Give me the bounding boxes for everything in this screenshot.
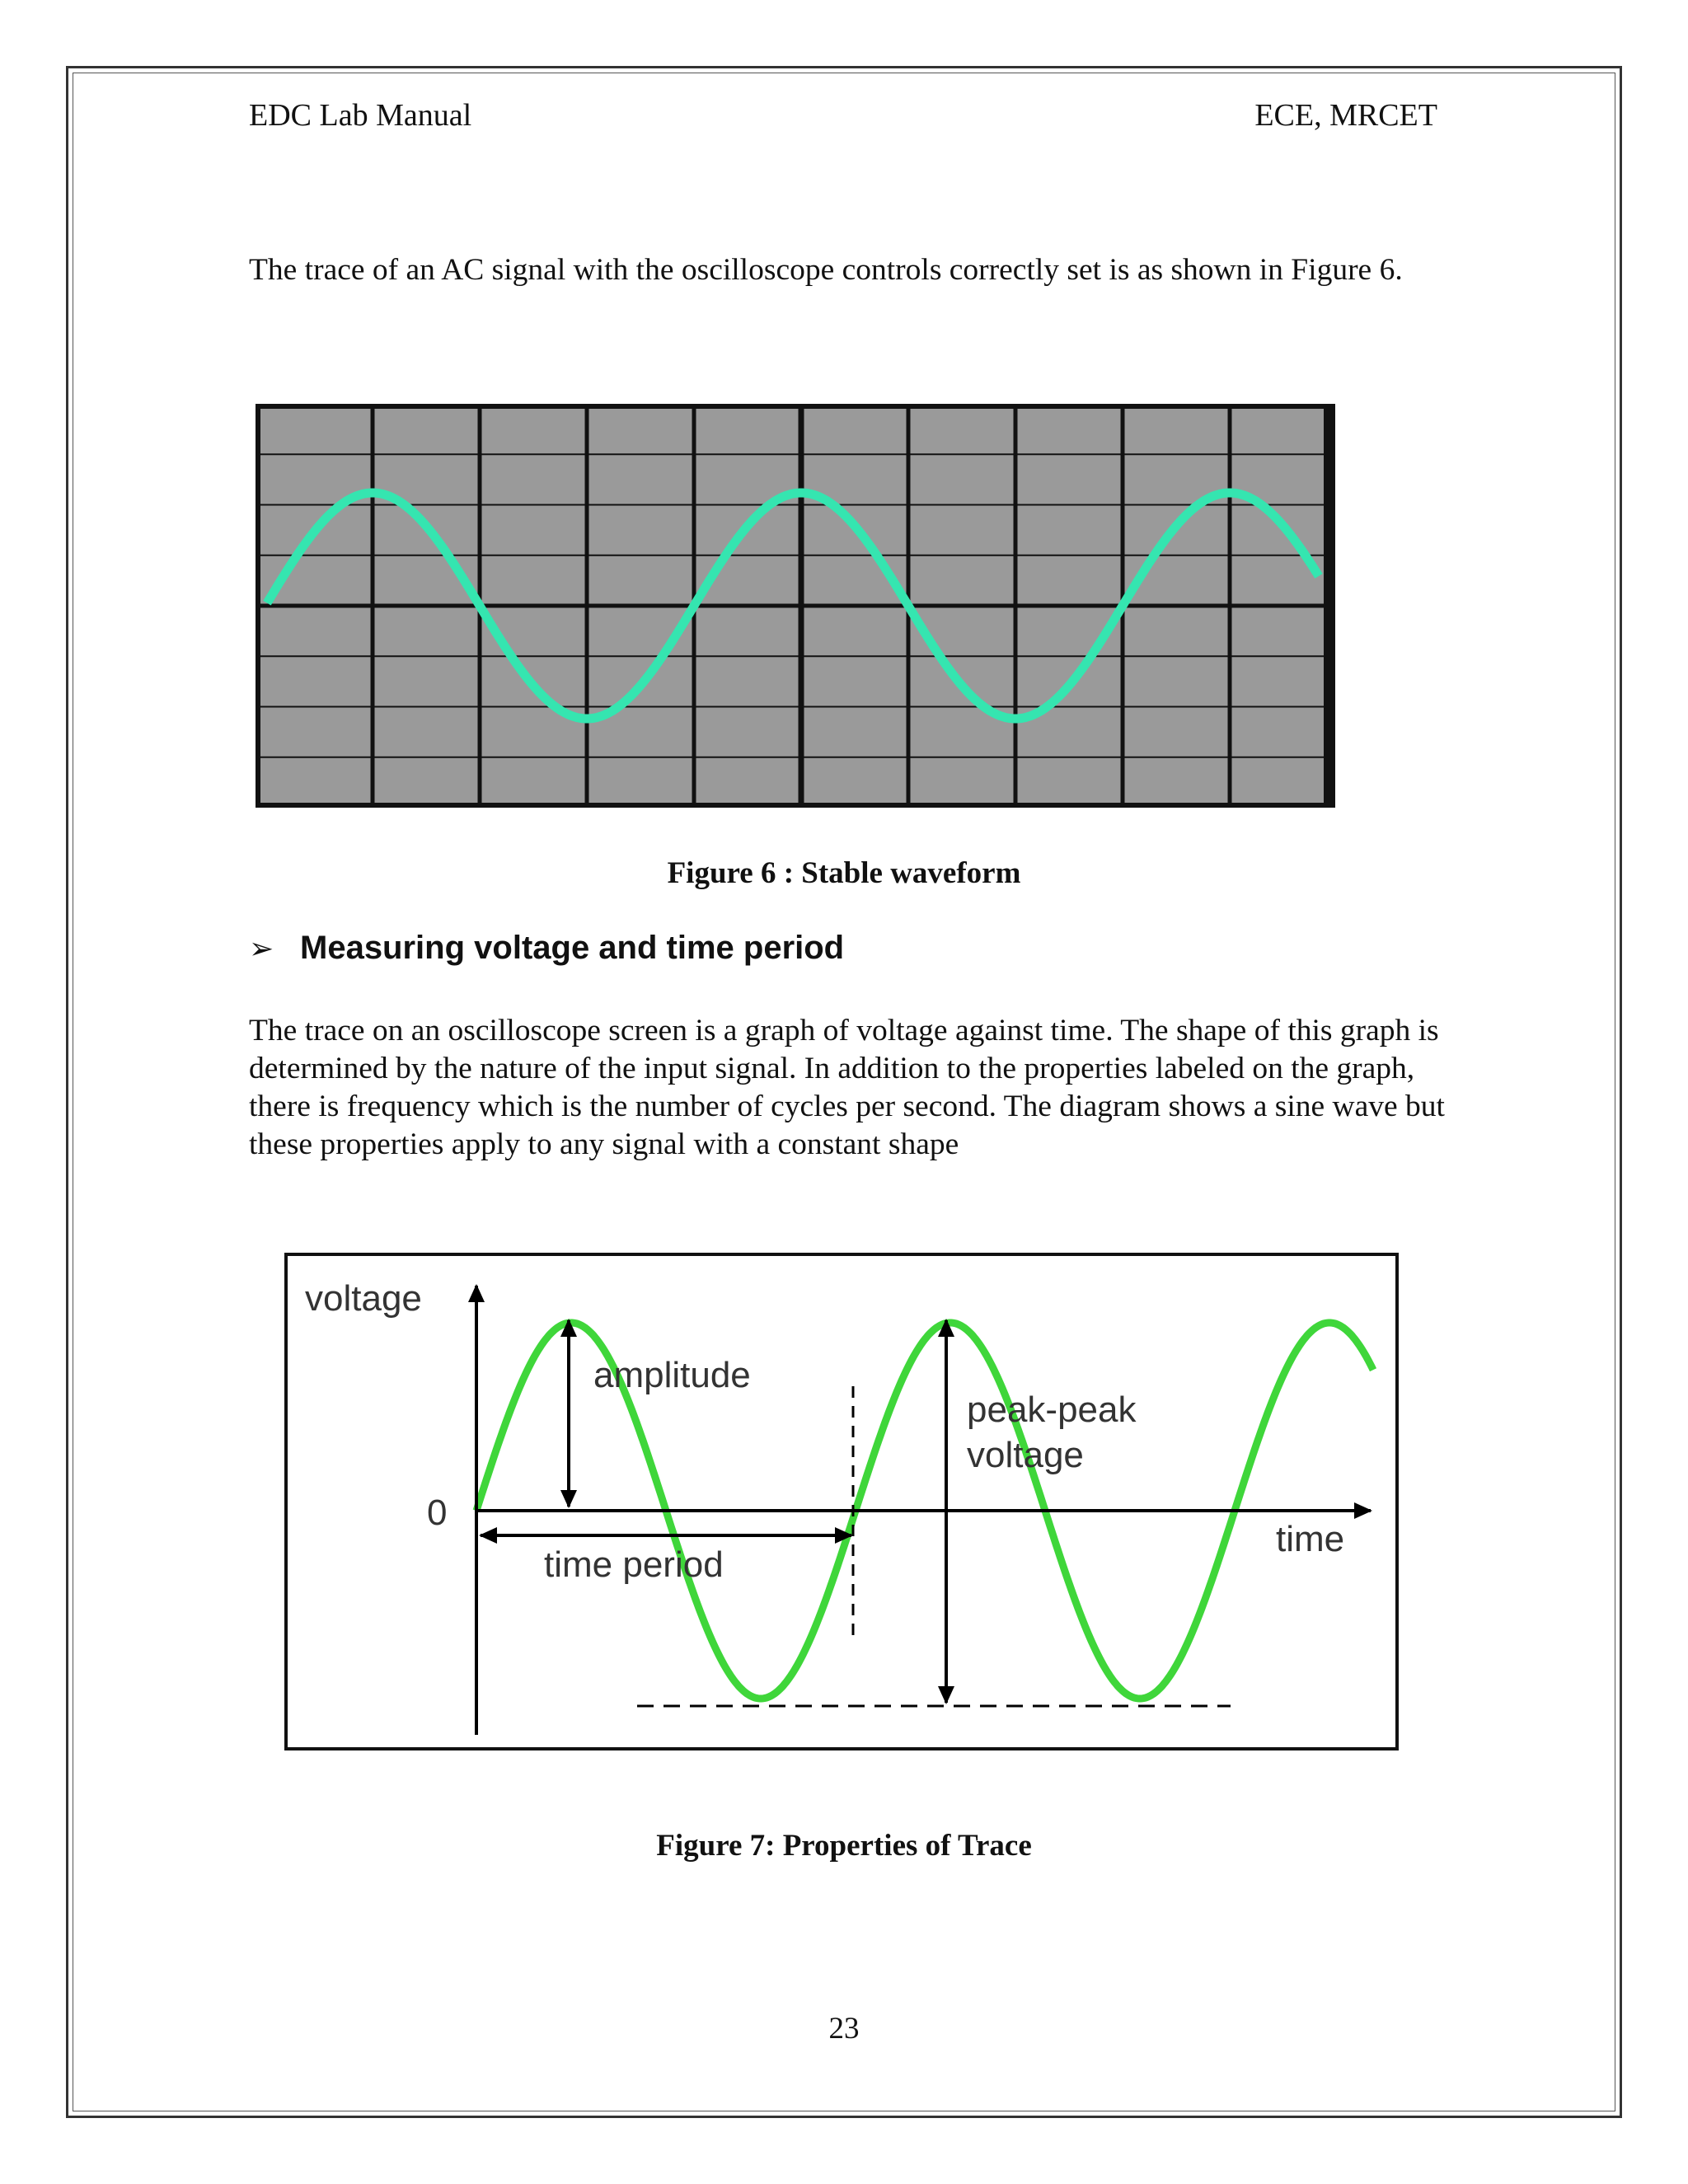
- time-period-label: time period: [544, 1544, 724, 1585]
- arrow-bullet-icon: ➢: [249, 931, 274, 965]
- figure7-trace-properties: [284, 1253, 1399, 1751]
- section-heading: [249, 930, 844, 967]
- figure7-caption: Figure 7: Properties of Trace: [656, 1829, 1032, 1863]
- figure7-border: [286, 1254, 1397, 1749]
- page-number: 23: [828, 2012, 860, 2046]
- amplitude-label: amplitude: [593, 1355, 751, 1395]
- figure6-oscilloscope-screen: [256, 404, 1335, 808]
- header-left: EDC Lab Manual: [249, 98, 472, 133]
- zero-label: 0: [427, 1493, 448, 1533]
- body-paragraph: The trace on an oscilloscope screen is a graph of voltage against time. The shape of this graph is determined by the nature of the input signal. In addition to the properties labeled on the graph, there is frequency which is the number of cycles per second. The diagram shows a sine wave but these properties apply to any signal with a constant shape: [249, 1014, 1445, 1161]
- section-heading-text: Measuring voltage and time period: [300, 930, 845, 966]
- figure6-caption: Figure 6 : Stable waveform: [667, 856, 1021, 890]
- peak-peak-label: peak-peak: [967, 1390, 1137, 1430]
- header-right: ECE, MRCET: [1254, 98, 1437, 133]
- intro-paragraph: The trace of an AC signal with the oscilloscope controls correctly set is as shown in Figure 6.: [249, 253, 1403, 287]
- peak-peak-voltage-label: voltage: [967, 1435, 1084, 1475]
- screen-right-edge: [1324, 404, 1335, 808]
- voltage-label: voltage: [305, 1278, 422, 1319]
- time-label: time: [1276, 1519, 1345, 1559]
